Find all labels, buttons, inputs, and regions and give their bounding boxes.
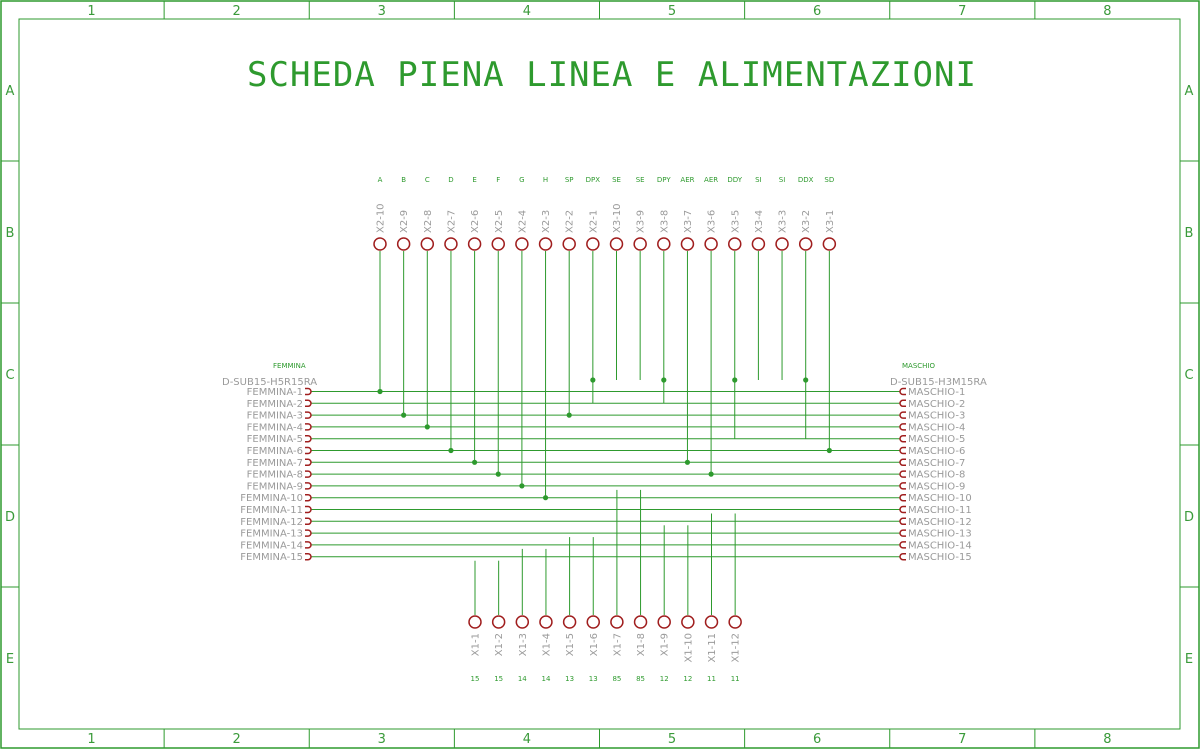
x2x3-signal-label: SE [612, 176, 621, 184]
x1-pin [611, 616, 624, 683]
x1-pin-label: X1-7 [612, 633, 624, 657]
maschio-pin [900, 540, 972, 551]
femmina-pin-label: FEMMINA-12 [240, 516, 303, 528]
x1-signal-label: 11 [730, 675, 740, 683]
x2x3-pad-icon [445, 238, 457, 250]
maschio-pin-label: MASCHIO-10 [908, 493, 972, 505]
x2x3-pad-icon [705, 238, 717, 250]
column-label-top: 1 [87, 4, 96, 19]
femmina-pin [247, 411, 311, 422]
maschio-pin [900, 387, 965, 398]
maschio-pin-label: MASCHIO-1 [908, 387, 966, 398]
maschio-pin [900, 411, 965, 422]
maschio-plug-icon [900, 507, 906, 513]
femmina-socket-icon [305, 389, 311, 395]
maschio-pin-label: MASCHIO-13 [908, 528, 972, 540]
x2x3-pad-icon [634, 238, 646, 250]
x2x3-pin [398, 176, 411, 250]
femmina-pin [247, 470, 311, 481]
maschio-plug-icon [900, 530, 906, 536]
row-label-left: B [5, 226, 15, 241]
row-label-left: D [4, 510, 16, 525]
femmina-pin [240, 493, 311, 504]
x2x3-signal-label: B [401, 176, 407, 184]
femmina-tag: FEMMINA [273, 362, 306, 370]
x1-pin [729, 616, 742, 683]
junction-dot [732, 377, 737, 382]
maschio-pin [900, 458, 965, 469]
x1-pin-label: X1-2 [494, 633, 506, 657]
column-label-top: 5 [667, 4, 677, 19]
femmina-pin [240, 552, 311, 563]
x2x3-pad-icon [516, 238, 528, 250]
femmina-socket-icon [305, 518, 311, 524]
femmina-pin [247, 458, 311, 469]
femmina-pin-label: FEMMINA-3 [246, 410, 303, 422]
femmina-pin-label: FEMMINA-7 [246, 457, 303, 469]
column-label-top: 2 [232, 4, 241, 19]
maschio-plug-icon [900, 389, 906, 395]
x1-pad-icon [729, 616, 741, 628]
x2x3-pin-label: X3-4 [753, 209, 765, 233]
junction-dot [590, 377, 595, 382]
maschio-pin-label: MASCHIO-12 [908, 516, 972, 528]
femmina-pin [240, 540, 311, 551]
x2x3-pin [657, 176, 671, 250]
x2x3-pin [492, 176, 505, 250]
maschio-plug-icon [900, 436, 906, 442]
x2x3-pin [727, 176, 742, 250]
x2x3-pin [374, 176, 387, 250]
junction-dot [472, 460, 477, 465]
femmina-pin [240, 529, 311, 540]
maschio-pin-label: MASCHIO-11 [908, 505, 972, 516]
x2x3-pad-icon [492, 238, 504, 250]
column-label-top: 3 [377, 4, 386, 19]
x2x3-signal-label: AER [704, 176, 719, 184]
femmina-pin-label: FEMMINA-13 [240, 528, 303, 540]
x2x3-pad-icon [800, 238, 812, 250]
row-label-left: C [5, 368, 15, 383]
femmina-pin-label: FEMMINA-10 [240, 493, 303, 505]
parts [240, 176, 971, 683]
x2x3-pin-label: X3-3 [777, 209, 789, 233]
x2x3-pin-label: X3-10 [612, 203, 623, 233]
column-label-bottom: 1 [87, 732, 96, 747]
femmina-pin-label: FEMMINA-4 [246, 422, 303, 434]
x2x3-pad-icon [729, 238, 741, 250]
maschio-pin [900, 399, 965, 410]
maschio-tag: MASCHIO [902, 362, 935, 370]
outer-frame [1, 1, 1199, 748]
junction-dot [377, 389, 382, 394]
femmina-pin [247, 446, 311, 457]
junction-dot [519, 483, 524, 488]
x2x3-pad-icon [421, 238, 433, 250]
femmina-socket-icon [305, 448, 311, 454]
x2x3-pad-icon [681, 238, 693, 250]
junction-dot [543, 495, 548, 500]
femmina-pin-label: FEMMINA-15 [240, 552, 303, 564]
x2x3-pad-icon [587, 238, 599, 250]
junction-dot [803, 377, 808, 382]
femmina-pin [247, 422, 311, 433]
x2x3-pin [469, 176, 482, 250]
maschio-pin-label: MASCHIO-6 [908, 446, 966, 457]
row-label-right: C [1184, 368, 1194, 383]
maschio-pin-label: MASCHIO-2 [908, 398, 966, 410]
femmina-socket-icon [305, 471, 311, 477]
x2x3-pad-icon [398, 238, 410, 250]
row-label-right: D [1183, 510, 1195, 525]
maschio-plug-icon [900, 424, 906, 430]
x2x3-pin-label: X2-1 [588, 209, 600, 233]
x1-pad-icon [658, 616, 670, 628]
femmina-socket-icon [305, 436, 311, 442]
x1-signal-label: 14 [517, 675, 527, 683]
maschio-pin [900, 529, 972, 540]
x2x3-pin-label: X3-8 [659, 209, 671, 233]
maschio-plug-icon [900, 518, 906, 524]
x1-pad-icon [516, 616, 528, 628]
femmina-pin-label: FEMMINA-14 [240, 540, 303, 552]
column-label-bottom: 2 [232, 732, 241, 747]
x2x3-pin [563, 176, 576, 250]
x2x3-pin-label: X3-2 [801, 209, 813, 233]
junction-dot [401, 413, 406, 418]
x2x3-signal-label: SI [755, 176, 762, 184]
x2x3-pad-icon [469, 238, 481, 250]
x2x3-pin-label: X2-10 [375, 203, 387, 233]
maschio-pin [900, 434, 965, 445]
x2x3-signal-label: G [519, 176, 525, 184]
column-label-bottom: 7 [958, 732, 967, 747]
x2x3-pin-label: X3-1 [824, 209, 836, 233]
femmina-socket-icon [305, 542, 311, 548]
x2x3-pad-icon [776, 238, 788, 250]
x1-pin [658, 616, 671, 683]
x2x3-pin [776, 176, 789, 250]
femmina-socket-icon [305, 495, 311, 501]
maschio-pin [900, 552, 972, 563]
x1-pin [587, 616, 600, 683]
x1-pin-label: X1-4 [541, 633, 553, 657]
x1-pin [493, 616, 506, 683]
sheet-title: SCHEDA PIENA LINEA E ALIMENTAZIONI [247, 55, 977, 95]
x2x3-pin-label: X2-2 [564, 209, 576, 233]
x1-pin [540, 616, 553, 683]
x2x3-signal-label: SE [635, 176, 645, 184]
frame-grid [1, 1, 1199, 748]
femmina-socket-icon [305, 400, 311, 406]
x2x3-pin [445, 176, 458, 250]
x2x3-signal-label: DDX [797, 176, 814, 184]
column-label-bottom: 6 [813, 732, 822, 747]
x2x3-signal-label: E [472, 176, 477, 184]
x2x3-signal-label: SP [564, 176, 574, 184]
x2x3-signal-label: SI [778, 176, 786, 184]
maschio-pin-label: MASCHIO-3 [908, 410, 966, 422]
junction-dot [567, 413, 572, 418]
femmina-part: D-SUB15-H5R15RA [222, 377, 318, 388]
maschio-plug-icon [900, 459, 906, 465]
x1-pad-icon [564, 616, 576, 628]
column-label-bottom: 8 [1103, 732, 1112, 747]
maschio-plug-icon [900, 554, 906, 560]
x1-pin [564, 616, 577, 683]
maschio-plug-icon [900, 400, 906, 406]
maschio-plug-icon [900, 495, 906, 501]
x2x3-pin-label: X2-3 [541, 209, 553, 233]
maschio-pin [900, 446, 965, 457]
row-label-left: A [5, 84, 15, 99]
x1-pin [706, 616, 719, 683]
x2x3-pin [516, 176, 529, 250]
x2x3-signal-label: C [424, 176, 430, 184]
x2x3-pin [823, 176, 836, 250]
x2x3-pin-label: X3-7 [682, 209, 694, 233]
x1-signal-label: 15 [470, 675, 480, 683]
femmina-pin [247, 434, 311, 445]
femmina-pin [247, 387, 311, 398]
column-label-top: 6 [813, 4, 822, 19]
maschio-pin-label: MASCHIO-9 [908, 481, 966, 493]
x1-pin-label: X1-11 [707, 633, 718, 663]
femmina-pin [240, 505, 311, 516]
x1-pad-icon [611, 616, 623, 628]
x1-signal-label: 13 [565, 675, 575, 683]
x1-pin [635, 616, 648, 683]
x2x3-pin [752, 176, 765, 250]
x2x3-signal-label: A [377, 176, 383, 184]
x1-pin-label: X1-9 [659, 633, 671, 657]
x1-pin-label: X1-6 [588, 633, 600, 657]
x2x3-pad-icon [611, 238, 623, 250]
femmina-socket-icon [305, 483, 311, 489]
femmina-pin-label: FEMMINA-9 [246, 481, 303, 493]
junction-dot [709, 472, 714, 477]
x2x3-pin-label: X2-5 [493, 209, 505, 233]
maschio-plug-icon [900, 412, 906, 418]
x2x3-pad-icon [752, 238, 764, 250]
x2x3-signal-label: DDY [727, 176, 743, 184]
junction-dot [827, 448, 832, 453]
junction-dot [685, 460, 690, 465]
junction-dot [425, 424, 430, 429]
x1-pad-icon [469, 616, 481, 628]
maschio-plug-icon [900, 471, 906, 477]
femmina-socket-icon [305, 412, 311, 418]
femmina-pin-label: FEMMINA-5 [246, 434, 303, 446]
x1-pin [682, 616, 695, 683]
column-label-bottom: 4 [522, 732, 532, 747]
x1-signal-label: 13 [588, 675, 598, 683]
x2x3-pin-label: X2-7 [446, 209, 458, 233]
x2x3-pin [704, 176, 718, 250]
column-label-top: 4 [522, 4, 532, 19]
row-label-left: E [5, 652, 15, 667]
maschio-pin [900, 422, 965, 433]
x2x3-pin [611, 176, 624, 250]
x1-pin [516, 616, 529, 683]
femmina-pin [247, 481, 311, 492]
x1-signal-label: 12 [659, 675, 669, 683]
maschio-pin [900, 505, 972, 516]
x2x3-signal-label: F [496, 176, 501, 184]
x1-pad-icon [587, 616, 599, 628]
x2x3-pad-icon [563, 238, 575, 250]
x1-pad-icon [540, 616, 552, 628]
femmina-pin-label: FEMMINA-1 [246, 387, 303, 398]
x2x3-pin [421, 176, 434, 250]
x2x3-pin-label: X2-9 [399, 209, 411, 233]
maschio-pin [900, 481, 965, 492]
x1-pad-icon [493, 616, 505, 628]
maschio-pin [900, 493, 972, 504]
x1-pin-label: X1-1 [470, 633, 482, 657]
maschio-pin-label: MASCHIO-15 [908, 552, 972, 564]
x2x3-signal-label: H [542, 176, 549, 184]
x1-signal-label: 14 [541, 675, 551, 683]
maschio-pin [900, 470, 965, 481]
femmina-pin-label: FEMMINA-8 [246, 469, 303, 481]
junction-dot [661, 377, 666, 382]
x2x3-pin-label: X2-6 [470, 209, 482, 233]
x2x3-pad-icon [823, 238, 835, 250]
x2x3-signal-label: AER [680, 176, 695, 184]
x2x3-pin-label: X3-5 [730, 209, 742, 233]
x2x3-pin-label: X3-6 [706, 209, 718, 233]
x1-pin-label: X1-8 [636, 633, 648, 657]
femmina-socket-icon [305, 554, 311, 560]
x2x3-pin-label: X2-8 [422, 209, 434, 233]
x1-pin-label: X1-10 [683, 633, 695, 663]
femmina-socket-icon [305, 424, 311, 430]
femmina-socket-icon [305, 507, 311, 513]
row-label-right: E [1184, 652, 1194, 667]
x2x3-pin-label: X3-9 [635, 209, 647, 233]
row-label-right: B [1184, 226, 1194, 241]
femmina-pin-label: FEMMINA-11 [240, 505, 303, 516]
x1-pin-label: X1-5 [565, 633, 577, 657]
x1-signal-label: 12 [683, 675, 693, 683]
x2x3-pin [586, 176, 601, 250]
x1-signal-label: 11 [707, 675, 716, 683]
x2x3-signal-label: DPX [585, 176, 601, 184]
femmina-socket-icon [305, 530, 311, 536]
x1-signal-label: 85 [612, 675, 622, 683]
maschio-pin-label: MASCHIO-4 [908, 422, 966, 434]
x2x3-pin [798, 176, 814, 250]
femmina-pin-label: FEMMINA-2 [246, 398, 303, 410]
maschio-pin-label: MASCHIO-5 [908, 434, 966, 446]
x2x3-pin-label: X2-4 [517, 209, 529, 233]
x1-pad-icon [635, 616, 647, 628]
maschio-part: D-SUB15-H3M15RA [890, 377, 987, 388]
junction-dot [496, 472, 501, 477]
maschio-plug-icon [900, 483, 906, 489]
x2x3-signal-label: D [448, 176, 454, 184]
x2x3-pad-icon [540, 238, 552, 250]
femmina-pin-label: FEMMINA-6 [246, 446, 303, 457]
x1-pad-icon [682, 616, 694, 628]
junction-dot [448, 448, 453, 453]
row-label-right: A [1184, 84, 1194, 99]
x1-signal-label: 15 [494, 675, 504, 683]
x2x3-pin [540, 176, 553, 250]
maschio-plug-icon [900, 542, 906, 548]
femmina-socket-icon [305, 459, 311, 465]
x2x3-signal-label: SD [824, 176, 835, 184]
x1-pin-label: X1-12 [730, 633, 742, 663]
x1-pin-label: X1-3 [517, 633, 529, 657]
maschio-pin [900, 517, 972, 528]
column-label-bottom: 5 [667, 732, 677, 747]
x2x3-pin [680, 176, 694, 250]
x1-pin [469, 616, 482, 683]
femmina-pin [240, 517, 311, 528]
femmina-pin [247, 399, 311, 410]
maschio-pin-label: MASCHIO-7 [908, 457, 966, 469]
x2x3-pin [634, 176, 647, 250]
x1-signal-label: 85 [636, 675, 646, 683]
column-label-top: 8 [1103, 4, 1112, 19]
column-label-bottom: 3 [377, 732, 386, 747]
x2x3-pad-icon [658, 238, 670, 250]
column-label-top: 7 [958, 4, 967, 19]
x2x3-pad-icon [374, 238, 386, 250]
maschio-pin-label: MASCHIO-8 [908, 469, 966, 481]
x1-pad-icon [706, 616, 718, 628]
wires [311, 251, 900, 615]
maschio-plug-icon [900, 448, 906, 454]
x2x3-signal-label: DPY [656, 176, 671, 184]
maschio-pin-label: MASCHIO-14 [908, 540, 972, 552]
